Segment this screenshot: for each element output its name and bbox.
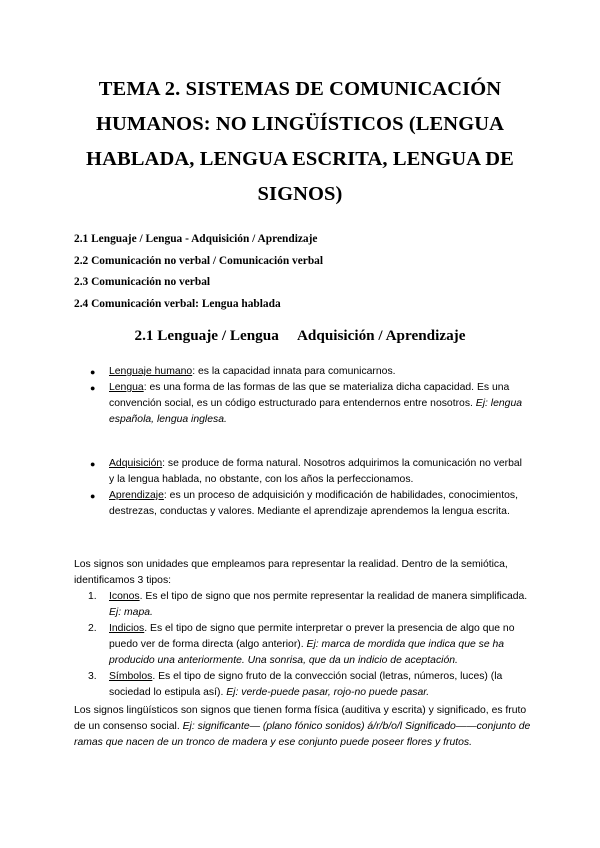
definitions-list-1 xyxy=(90,364,530,428)
definition-text: : se produce de forma natural. Nosotros adquirimos la comunicación no verbal y la lengua hablada, no obstante, con los años la perfeccionamos. xyxy=(109,458,522,485)
toc-item: 2.1 Lenguaje / Lengua - Adquisición / Aprendizaje xyxy=(74,233,318,245)
list-item xyxy=(90,669,530,701)
list-item xyxy=(90,380,530,428)
definitions-list-2 xyxy=(90,456,530,520)
definition-example: Ej: lengua española, lengua inglesa. xyxy=(109,398,523,425)
list-item xyxy=(90,589,530,621)
section-heading: 2.1 Lenguaje / Lengua Adquisición / Aprendizaje xyxy=(134,327,466,344)
list-number: 1. xyxy=(88,591,97,602)
list-number: 3. xyxy=(88,671,97,682)
definition-term: Lengua xyxy=(109,382,144,393)
definition-term: Lenguaje humano xyxy=(109,366,193,377)
sign-type-example: Ej: marca de mordida que indica que se ha producido una anteriormente. Una sonrisa, que da un indicio de aceptación. xyxy=(109,639,505,666)
sign-type-term: Iconos xyxy=(109,591,140,602)
title-line-2: HUMANOS: NO LINGÜÍSTICOS (LENGUA xyxy=(95,113,505,135)
bullet-icon: ● xyxy=(90,367,96,377)
linguistic-signs-text: Los signos lingüísticos son signos que tienen forma física (auditiva y escrita) y significado, es fruto de un consenso social. xyxy=(74,705,527,732)
definition-text: : es la capacidad innata para comunicarnos. xyxy=(192,366,396,377)
sign-type-term: Indicios xyxy=(109,623,145,634)
definition-text: : es un proceso de adquisición y modificación de habilidades, conocimientos, destrezas, conductas y valores. Mediante el aprendizaje aprendemos la lengua escrita. xyxy=(109,490,518,517)
table-of-contents xyxy=(74,229,323,315)
list-item xyxy=(90,488,530,520)
definition-text: : es una forma de las formas de las que se materializa dicha capacidad. Es una convención social, es un código estructurado para entendernos entre nosotros. xyxy=(109,382,510,409)
toc-item: 2.4 Comunicación verbal: Lengua hablada xyxy=(74,297,281,310)
linguistic-signs-example: Ej: significante— (plano fónico sonidos) á/r/b/o/l Significado——conjunto de ramas que nacen de un tronco de madera y ese conjunto puede poseer flores y frutos. xyxy=(74,721,531,748)
sign-types-list xyxy=(90,589,530,701)
signs-intro-paragraph: Los signos son unidades que empleamos para representar la realidad. Dentro de la semiótica, identificamos 3 tipos: xyxy=(74,559,508,586)
list-number: 2. xyxy=(88,623,97,634)
sign-type-text: . Es el tipo de signo que permite interpretar o prever la presencia de algo que no puedo ver de forma directa (algo anterior). xyxy=(109,623,515,650)
list-item xyxy=(90,456,530,488)
bullet-icon: ● xyxy=(90,383,96,393)
sign-type-example: Ej: mapa. xyxy=(109,607,153,618)
list-item xyxy=(90,364,530,380)
sign-type-text: . Es el tipo de signo fruto de la convección social (letras, números, luces) (la sociedad lo estipula así). xyxy=(109,671,503,698)
sign-type-term: Símbolos xyxy=(109,671,153,682)
list-item xyxy=(90,621,530,669)
bullet-icon: ● xyxy=(90,459,96,469)
definition-term: Adquisición xyxy=(109,458,163,469)
toc-item: 2.3 Comunicación no verbal xyxy=(74,276,211,288)
definition-term: Aprendizaje xyxy=(109,490,164,501)
title-line-3: HABLADA, LENGUA ESCRITA, LENGUA DE xyxy=(86,148,514,170)
sign-type-text: . Es el tipo de signo que nos permite representar la realidad de manera simplificada. xyxy=(139,591,528,602)
title-line-4: SIGNOS) xyxy=(257,183,343,205)
bullet-icon: ● xyxy=(90,491,96,501)
sign-type-example: Ej: verde-puede pasar, rojo-no puede pasar. xyxy=(226,687,430,698)
toc-item: 2.2 Comunicación no verbal / Comunicación verbal xyxy=(74,254,324,267)
title-line-1: TEMA 2. SISTEMAS DE COMUNICACIÓN xyxy=(98,78,502,100)
linguistic-signs-paragraph xyxy=(74,703,534,751)
document-title xyxy=(60,72,540,212)
